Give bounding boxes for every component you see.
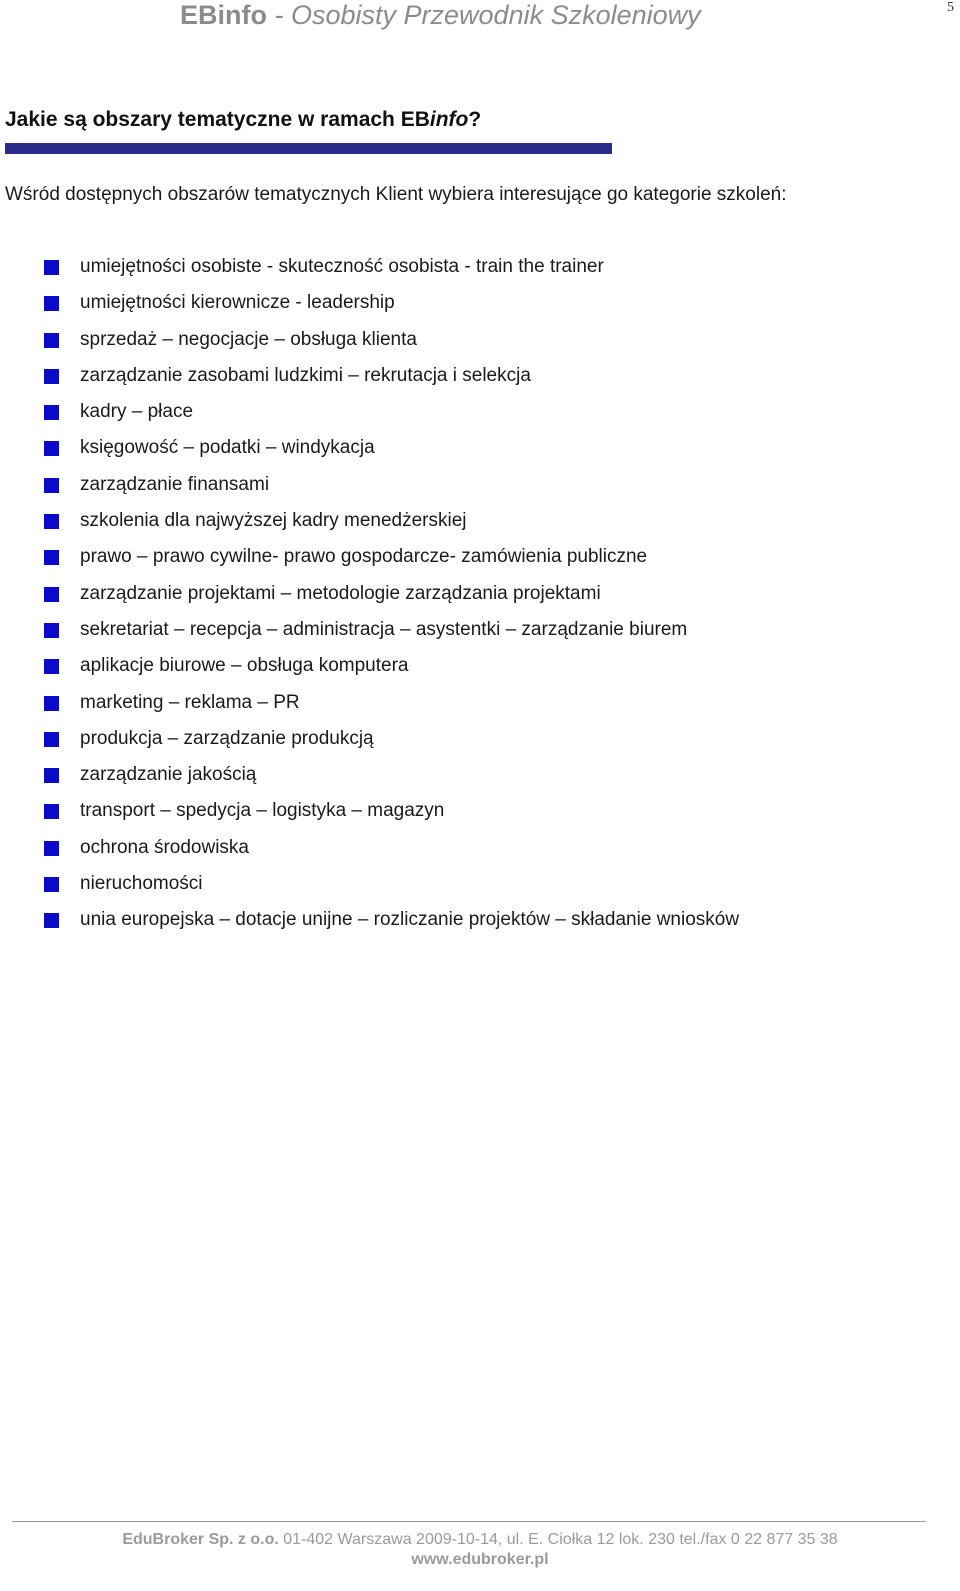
list-item-label: szkolenia dla najwyższej kadry menedżerskiej	[80, 510, 467, 532]
list-item-label: marketing – reklama – PR	[80, 691, 300, 713]
list-item	[44, 870, 739, 906]
list-item	[44, 543, 739, 579]
list-item	[44, 507, 739, 543]
list-item-label: sekretariat – recepcja – administracja – asystentki – zarządzanie biurem	[80, 618, 688, 640]
list-item	[44, 616, 739, 652]
list-item-label: kadry – płace	[80, 401, 194, 423]
list-item	[44, 471, 739, 507]
square-bullet-icon	[44, 732, 59, 747]
footer-address-line	[0, 1530, 960, 1550]
square-bullet-icon	[44, 804, 59, 819]
section-title-prefix: Jakie są obszary tematyczne w ramach EB	[5, 108, 430, 131]
header-brand: EBinfo	[180, 0, 267, 30]
list-item	[44, 289, 739, 325]
list-item	[44, 906, 739, 942]
list-item	[44, 253, 739, 289]
list-item-label: zarządzanie zasobami ludzkimi – rekrutacja i selekcja	[80, 364, 531, 386]
list-item-label: prawo – prawo cywilne- prawo gospodarcze- zamówienia publiczne	[80, 546, 648, 568]
list-item-label: zarządzanie jakością	[80, 764, 257, 786]
list-item	[44, 797, 739, 833]
footer-divider	[12, 1521, 926, 1522]
square-bullet-icon	[44, 623, 59, 638]
square-bullet-icon	[44, 913, 59, 928]
list-item	[44, 725, 739, 761]
square-bullet-icon	[44, 550, 59, 565]
intro-paragraph: Wśród dostępnych obszarów tematycznych Klient wybiera interesujące go kategorie szkoleń:	[5, 184, 787, 205]
square-bullet-icon	[44, 877, 59, 892]
section-title-suffix: ?	[468, 108, 482, 131]
square-bullet-icon	[44, 333, 59, 348]
list-item-label: ochrona środowiska	[80, 836, 249, 858]
square-bullet-icon	[44, 369, 59, 384]
list-item	[44, 326, 739, 362]
title-underline-bar	[5, 143, 612, 154]
square-bullet-icon	[44, 296, 59, 311]
footer-website[interactable]: www.edubroker.pl	[411, 1551, 549, 1568]
list-item-label: zarządzanie finansami	[80, 473, 270, 495]
square-bullet-icon	[44, 659, 59, 674]
list-item	[44, 689, 739, 725]
list-item	[44, 580, 739, 616]
square-bullet-icon	[44, 587, 59, 602]
header-subtitle: - Osobisty Przewodnik Szkoleniowy	[267, 0, 701, 30]
list-item-label: transport – spedycja – logistyka – magazyn	[80, 800, 445, 822]
square-bullet-icon	[44, 441, 59, 456]
list-item	[44, 652, 739, 688]
square-bullet-icon	[44, 841, 59, 856]
list-item-label: umiejętności kierownicze - leadership	[80, 292, 395, 314]
list-item-label: produkcja – zarządzanie produkcją	[80, 727, 374, 749]
section-title	[5, 108, 481, 132]
category-list	[44, 253, 739, 943]
list-item-label: aplikacje biurowe – obsługa komputera	[80, 655, 409, 677]
footer-company: EduBroker Sp. z o.o.	[122, 1531, 279, 1548]
square-bullet-icon	[44, 478, 59, 493]
page-number: 5	[947, 0, 954, 15]
document-footer	[0, 1530, 960, 1570]
list-item	[44, 834, 739, 870]
square-bullet-icon	[44, 768, 59, 783]
list-item	[44, 398, 739, 434]
footer-address: 01-402 Warszawa 2009-10-14, ul. E. Ciołka 12 lok. 230 tel./fax 0 22 877 35 38	[278, 1531, 838, 1548]
list-item-label: nieruchomości	[80, 873, 203, 895]
document-header	[180, 0, 701, 32]
list-item-label: sprzedaż – negocjacje – obsługa klienta	[80, 328, 417, 350]
square-bullet-icon	[44, 260, 59, 275]
list-item-label: unia europejska – dotacje unijne – rozliczanie projektów – składanie wniosków	[80, 909, 740, 931]
list-item-label: księgowość – podatki – windykacja	[80, 437, 375, 459]
square-bullet-icon	[44, 514, 59, 529]
list-item	[44, 761, 739, 797]
list-item-label: zarządzanie projektami – metodologie zarządzania projektami	[80, 582, 601, 604]
square-bullet-icon	[44, 696, 59, 711]
square-bullet-icon	[44, 405, 59, 420]
list-item-label: umiejętności osobiste - skuteczność osobista - train the trainer	[80, 256, 604, 277]
list-item	[44, 362, 739, 398]
list-item	[44, 434, 739, 470]
section-title-italic: info	[429, 108, 469, 131]
